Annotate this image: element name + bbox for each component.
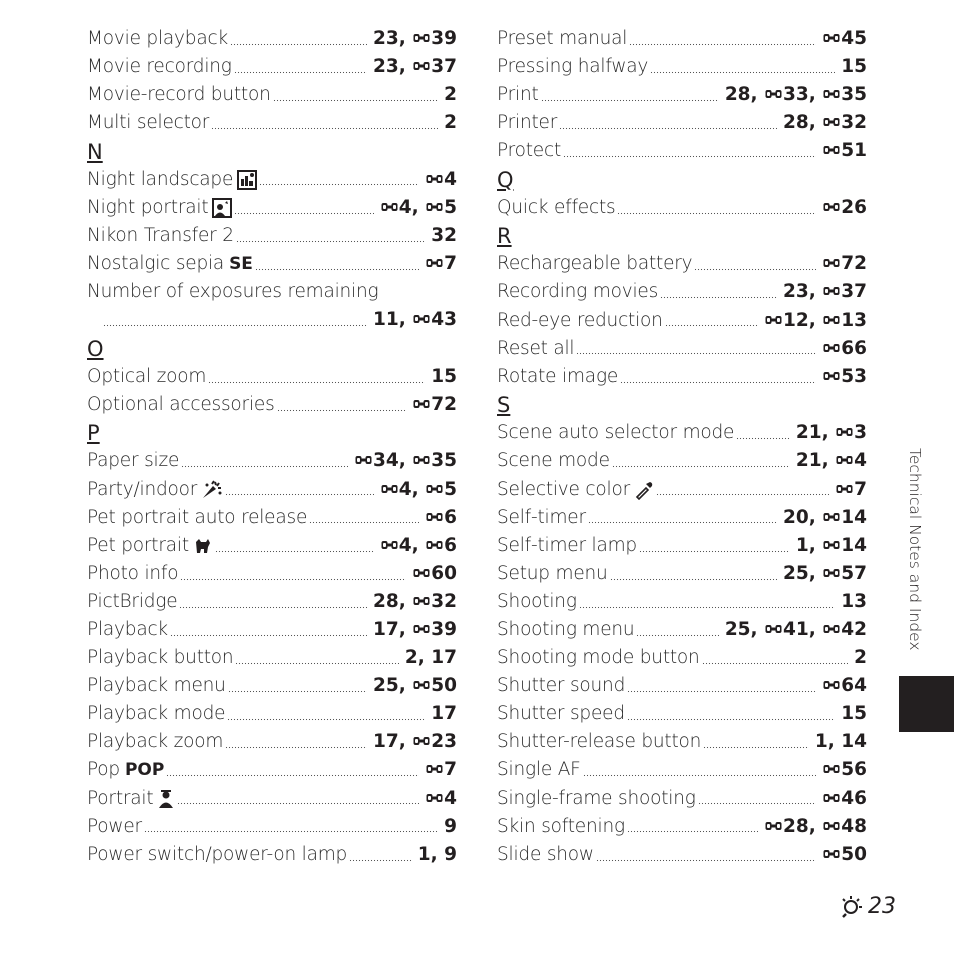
page-references: 6 <box>425 509 457 528</box>
index-term: Photo info <box>87 562 179 584</box>
mode-icon: POP <box>124 760 165 781</box>
page-references: 45 <box>822 30 867 49</box>
index-term: Shutter-release button <box>497 731 702 753</box>
page-references: 4 <box>425 790 457 809</box>
index-entry <box>87 729 457 757</box>
index-term: Print <box>497 83 539 105</box>
index-term: Nostalgic sepia <box>87 252 225 274</box>
dot-leader <box>170 633 367 637</box>
reference-section-icon <box>823 622 840 636</box>
dot-leader <box>230 42 367 46</box>
index-entry <box>497 81 867 109</box>
index-column-left <box>87 25 457 869</box>
page-references: 64 <box>822 677 867 696</box>
index-term: Shooting menu <box>497 618 635 640</box>
reference-section-icon <box>823 87 840 101</box>
page-references: 9 <box>444 815 457 837</box>
index-entry <box>87 841 457 869</box>
page-references: 4 <box>425 171 457 190</box>
dot-leader <box>227 718 425 722</box>
reference-section-icon <box>426 256 443 270</box>
page-references: 21, 4 <box>795 450 867 472</box>
reference-section-icon <box>413 622 430 636</box>
index-term: Slide show <box>497 843 594 865</box>
index-entry <box>87 306 457 334</box>
reference-section-icon <box>413 453 430 467</box>
page-references: 7 <box>425 255 457 274</box>
dot-leader <box>588 521 777 525</box>
page-references: 72 <box>412 396 457 415</box>
index-entry <box>87 109 457 137</box>
index-entry <box>87 166 457 194</box>
reference-section-icon <box>823 791 840 805</box>
side-section-label-text: Technical Notes and Index <box>906 448 924 651</box>
index-entry <box>497 137 867 165</box>
index-entry <box>497 616 867 644</box>
reference-section-icon <box>426 200 443 214</box>
index-entry <box>497 588 867 616</box>
page-references: 23, 37 <box>783 281 867 303</box>
dot-leader <box>698 802 817 806</box>
index-term: Power switch/power-on lamp <box>87 843 348 865</box>
page-references: 28, 48 <box>764 818 867 837</box>
dot-leader <box>208 380 425 384</box>
index-letter: R <box>497 224 512 249</box>
reference-section-icon <box>823 847 840 861</box>
reference-section-icon <box>823 143 840 157</box>
dot-leader <box>225 746 367 750</box>
dot-leader <box>639 549 790 553</box>
dot-leader <box>694 268 816 272</box>
index-term: Nikon Transfer 2 <box>87 224 234 246</box>
selective-color-icon <box>634 480 654 500</box>
index-entry <box>497 841 867 869</box>
page-references: 26 <box>822 199 867 218</box>
reference-section-icon <box>381 200 398 214</box>
index-entry <box>87 785 457 813</box>
dot-leader <box>636 633 718 637</box>
dot-leader <box>180 577 406 581</box>
dot-leader <box>612 465 790 469</box>
reference-section-icon <box>426 510 443 524</box>
reference-section-icon <box>823 115 840 129</box>
index-term: Self-timer lamp <box>497 534 637 556</box>
dot-leader <box>576 352 816 356</box>
reference-section-icon <box>823 369 840 383</box>
side-section-label <box>904 448 926 678</box>
reference-section-icon <box>426 791 443 805</box>
page-references: 25, 57 <box>783 562 867 584</box>
index-entry <box>497 729 867 757</box>
page-references: 25, 41, 42 <box>724 618 867 640</box>
reference-section-icon <box>823 819 840 833</box>
reference-section-icon <box>823 31 840 45</box>
index-entry <box>87 194 457 222</box>
dot-leader <box>665 324 758 328</box>
index-term: Night portrait <box>87 196 209 218</box>
reference-section-icon <box>823 510 840 524</box>
index-term: Party/indoor <box>87 478 198 500</box>
dot-leader <box>236 239 425 243</box>
index-term: Scene mode <box>497 450 610 472</box>
dot-leader <box>736 437 790 441</box>
index-entry <box>497 109 867 137</box>
page-references: 17, 23 <box>373 731 457 753</box>
reference-section-icon <box>355 453 372 467</box>
dot-leader <box>563 154 816 158</box>
index-entry <box>497 813 867 841</box>
index-entry <box>497 672 867 700</box>
page-references: 51 <box>822 142 867 161</box>
page-references: 46 <box>822 790 867 809</box>
index-entry <box>87 391 457 419</box>
dot-leader <box>144 830 438 834</box>
index-term: Playback button <box>87 647 234 669</box>
page-references: 7 <box>425 761 457 780</box>
index-letter: Q <box>497 167 514 192</box>
index-term: Playback mode <box>87 703 226 725</box>
index-term: Movie playback <box>87 27 228 49</box>
index-term: Quick effects <box>497 196 616 218</box>
reference-section-icon <box>765 313 782 327</box>
reference-section-icon <box>823 313 840 327</box>
index-entry <box>497 504 867 532</box>
index-letter: S <box>497 393 511 418</box>
page-references: 20, 14 <box>783 506 867 528</box>
index-term: Rotate image <box>497 365 619 387</box>
page-references: 13 <box>841 590 867 612</box>
reference-section-icon <box>765 87 782 101</box>
index-letter-heading <box>87 137 457 166</box>
index-entry <box>497 448 867 476</box>
index-entry <box>497 785 867 813</box>
index-entry <box>87 222 457 250</box>
pet-portrait-icon <box>193 536 213 556</box>
reference-section-icon <box>823 538 840 552</box>
reference-section-icon <box>413 678 430 692</box>
dot-leader <box>277 408 407 412</box>
index-entry <box>497 476 867 504</box>
page-references: 1, 9 <box>417 843 457 865</box>
reference-section-icon <box>836 453 853 467</box>
page-references: 17 <box>431 703 457 725</box>
index-term: Playback <box>87 618 168 640</box>
reference-section-icon <box>413 734 430 748</box>
dot-leader <box>702 661 849 665</box>
index-term: Movie recording <box>87 55 232 77</box>
index-term: Paper size <box>87 450 180 472</box>
reference-section-icon <box>823 256 840 270</box>
page-references: 72 <box>822 255 867 274</box>
index-column-right <box>497 25 867 869</box>
page-references: 23, 37 <box>373 55 457 77</box>
page-references: 11, 43 <box>373 309 457 331</box>
dot-leader <box>559 126 777 130</box>
reference-section-icon <box>823 341 840 355</box>
index-entry <box>87 53 457 81</box>
index-entry <box>87 644 457 672</box>
page-references: 7 <box>835 481 867 500</box>
index-letter: N <box>87 139 103 164</box>
index-letter-heading <box>87 334 457 363</box>
mode-icon: SE <box>229 253 253 274</box>
index-entry <box>497 53 867 81</box>
index-term: Number of exposures remaining <box>87 281 379 303</box>
reference-section-icon <box>381 538 398 552</box>
dot-leader <box>215 549 374 553</box>
index-term: Shutter sound <box>497 675 626 697</box>
page-references: 32 <box>431 224 457 246</box>
page-references: 28, 32 <box>783 112 867 134</box>
dot-leader <box>211 126 438 130</box>
index-entry <box>497 335 867 363</box>
index-term: Playback menu <box>87 675 226 697</box>
index-term: Multi selector <box>87 112 210 134</box>
index-term: Setup menu <box>497 562 608 584</box>
technical-notes-icon <box>840 893 866 919</box>
index-term: Red-eye reduction <box>497 309 663 331</box>
page-references: 25, 50 <box>373 675 457 697</box>
night-landscape-icon <box>237 170 257 190</box>
index-term: Skin softening <box>497 815 625 837</box>
reference-section-icon <box>413 312 430 326</box>
index-entry <box>497 644 867 672</box>
dot-leader <box>177 802 419 806</box>
index-entry <box>497 363 867 391</box>
index-term: Movie-record button <box>87 83 271 105</box>
index-term: Single AF <box>497 759 581 781</box>
dot-leader <box>225 493 374 497</box>
index-entry <box>87 81 457 109</box>
dot-leader <box>166 774 419 778</box>
reference-section-icon <box>765 622 782 636</box>
page-references: 34, 35 <box>354 452 457 471</box>
index-letter: P <box>87 421 100 446</box>
dot-leader <box>656 493 829 497</box>
page-references: 1, 14 <box>814 731 867 753</box>
reference-section-icon <box>823 678 840 692</box>
reference-section-icon <box>426 172 443 186</box>
reference-section-icon <box>823 200 840 214</box>
index-term: PictBridge <box>87 590 178 612</box>
dot-leader <box>309 521 419 525</box>
page-references: 23, 39 <box>373 27 457 49</box>
index-entry <box>87 560 457 588</box>
page-references: 2 <box>854 647 867 669</box>
index-term: Single-frame shooting <box>497 787 696 809</box>
index-entry <box>87 363 457 391</box>
dot-leader <box>541 98 719 102</box>
page-references: 12, 13 <box>764 312 867 331</box>
index-term: Optional accessories <box>87 393 275 415</box>
index-entry <box>87 588 457 616</box>
dot-leader <box>617 211 816 215</box>
index-term: Preset manual <box>497 27 628 49</box>
index-entry <box>497 532 867 560</box>
reference-section-icon <box>413 594 430 608</box>
page-references: 2, 17 <box>404 647 457 669</box>
index-term: Shooting mode button <box>497 647 700 669</box>
index-term: Pet portrait auto release <box>87 506 308 528</box>
index-entry <box>87 700 457 728</box>
reference-section-icon <box>426 538 443 552</box>
index-term: Pressing halfway <box>497 55 649 77</box>
index-term: Shooting <box>497 590 577 612</box>
page-references: 50 <box>822 846 867 865</box>
index-entry <box>87 250 457 278</box>
dot-leader <box>228 689 367 693</box>
index-term: Shutter speed <box>497 703 625 725</box>
reference-section-icon <box>836 425 853 439</box>
dot-leader <box>235 661 398 665</box>
reference-section-icon <box>413 59 430 73</box>
side-section-tab <box>899 676 954 732</box>
index-entry <box>497 420 867 448</box>
page-references: 60 <box>412 565 457 584</box>
index-term: Optical zoom <box>87 365 207 387</box>
dot-leader <box>579 605 836 609</box>
page-references: 15 <box>841 55 867 77</box>
dot-leader <box>703 746 809 750</box>
page-references: 53 <box>822 368 867 387</box>
index-letter-heading <box>497 165 867 194</box>
dot-leader <box>627 830 758 834</box>
index-term: Playback zoom <box>87 731 224 753</box>
index-term: Selective color <box>497 478 630 500</box>
index-term: Protect <box>497 140 562 162</box>
dot-leader <box>349 858 412 862</box>
index-entry <box>497 757 867 785</box>
page-references: 4, 5 <box>380 199 457 218</box>
index-entry <box>87 448 457 476</box>
dot-leader <box>629 42 816 46</box>
dot-leader <box>620 380 816 384</box>
page-references: 4, 5 <box>380 481 457 500</box>
reference-section-icon <box>413 31 430 45</box>
index-entry <box>87 672 457 700</box>
index-entry <box>87 616 457 644</box>
dot-leader <box>273 98 439 102</box>
reference-section-icon <box>765 819 782 833</box>
index-entry <box>87 504 457 532</box>
dot-leader <box>179 605 367 609</box>
index-entry <box>497 251 867 279</box>
index-term: Power <box>87 815 142 837</box>
index-term: Recording movies <box>497 281 659 303</box>
index-term: Printer <box>497 112 558 134</box>
page-references: 15 <box>841 703 867 725</box>
reference-section-icon <box>836 482 853 496</box>
index-entry <box>497 194 867 222</box>
index-letter-heading <box>497 391 867 420</box>
index-term: Night landscape <box>87 168 234 190</box>
dot-leader <box>596 858 816 862</box>
index-term: Rechargeable battery <box>497 253 693 275</box>
page-references: 56 <box>822 761 867 780</box>
reference-section-icon <box>823 762 840 776</box>
reference-section-icon <box>823 284 840 298</box>
party-indoor-icon <box>201 480 223 500</box>
index-term: Pet portrait <box>87 534 189 556</box>
reference-section-icon <box>381 482 398 496</box>
reference-section-icon <box>413 397 430 411</box>
reference-section-icon <box>823 566 840 580</box>
portrait-icon <box>157 789 175 809</box>
index-entry <box>87 813 457 841</box>
dot-leader <box>103 323 367 327</box>
index-term: Portrait <box>87 787 154 809</box>
index-entry <box>87 476 457 504</box>
dot-leader <box>255 267 419 271</box>
page-references: 28, 32 <box>373 590 457 612</box>
night-portrait-icon <box>212 198 232 218</box>
index-entry <box>497 25 867 53</box>
page-references: 21, 3 <box>795 422 867 444</box>
page-references: 1, 14 <box>795 534 867 556</box>
page-footer <box>840 893 896 919</box>
index-entry <box>497 307 867 335</box>
page-references: 4, 6 <box>380 537 457 556</box>
dot-leader <box>583 774 817 778</box>
index-entry <box>497 700 867 728</box>
index-term: Scene auto selector mode <box>497 422 735 444</box>
reference-section-icon <box>426 762 443 776</box>
index-entry <box>87 25 457 53</box>
index-letter: O <box>87 336 104 361</box>
dot-leader <box>627 718 835 722</box>
page-references: 2 <box>444 112 457 134</box>
page-references: 17, 39 <box>373 618 457 640</box>
index-term: Pop <box>87 759 120 781</box>
index-entry <box>87 278 457 306</box>
index-term: Self-timer <box>497 506 586 528</box>
page-references: 15 <box>431 365 457 387</box>
index-entry <box>87 757 457 785</box>
dot-leader <box>660 296 777 300</box>
dot-leader <box>650 70 835 74</box>
dot-leader <box>234 211 373 215</box>
index-letter-heading <box>87 419 457 448</box>
page-references: 66 <box>822 340 867 359</box>
index-entry <box>497 560 867 588</box>
reference-section-icon <box>426 482 443 496</box>
index-letter-heading <box>497 222 867 251</box>
dot-leader <box>610 577 777 581</box>
index-entry <box>497 279 867 307</box>
index-term: Reset all <box>497 337 575 359</box>
dot-leader <box>627 689 816 693</box>
reference-section-icon <box>413 566 430 580</box>
page-references: 28, 33, 35 <box>724 83 867 105</box>
page-references: 2 <box>444 83 457 105</box>
page-number: 23 <box>868 893 896 919</box>
index-entry <box>87 532 457 560</box>
dot-leader <box>181 465 348 469</box>
dot-leader <box>234 70 367 74</box>
dot-leader <box>259 183 419 187</box>
